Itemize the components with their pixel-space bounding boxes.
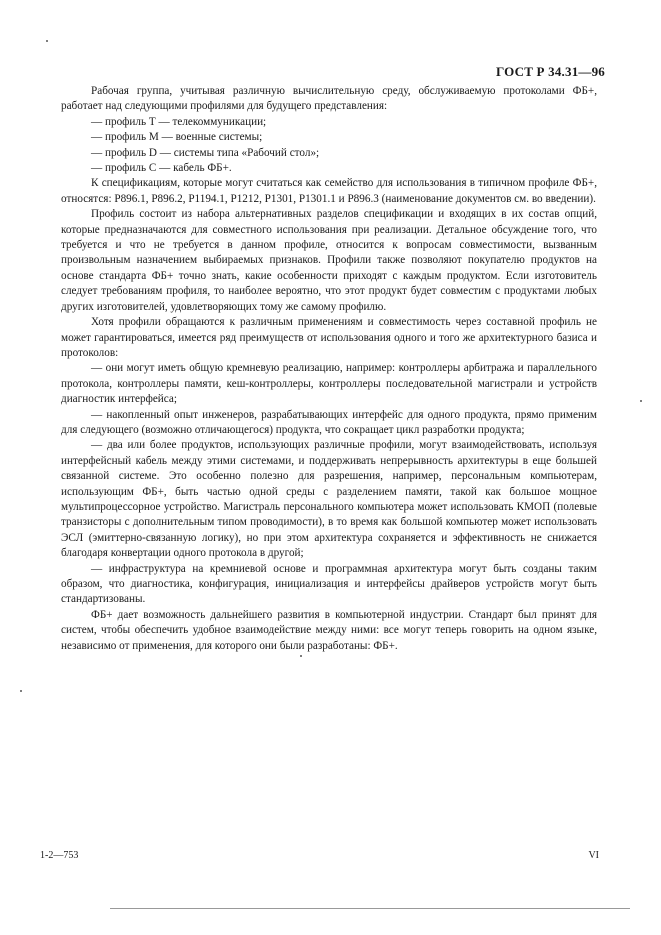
list-item-infrastructure: — инфраструктура на кремниевой основе и программная архитектура могут быть созданы таким образом, что диагностика, конфигурация, инициализация и интерфейсы драйверов устройств могут быть стандартизованы. bbox=[61, 562, 597, 606]
list-item-profile-d: — профиль D — системы типа «Рабочий стол»; bbox=[91, 146, 320, 159]
list-item-profile-m: — профиль М — военные системы; bbox=[91, 131, 263, 144]
paragraph-advantages: Хотя профили обращаются к различным применениям и совместимость через составной профиль не может гарантироваться, имеется ряд преимуществ от использования одного и того же архитектурного базиса и протоколов: bbox=[61, 316, 597, 359]
document-header: ГОСТ Р 34.31—96 bbox=[496, 64, 605, 79]
paragraph-profile-definition: Профиль состоит из набора альтернативных разделов спецификации и входящих в их состав опций, которые предназначаются для совместного использования при реализации. Детальное обсуждение того, что требуется и что не требуется в данном профиле, относится к вопросам совместимости, вызванным произвольным назначением выбираемых признаков. Профили также позволяют покупателю продуктов на основе стандарта ФБ+ точно знать, какие особенности приходят с каждым продуктом. Если изготовитель следует требованиям профиля, то наиболее вероятно, что этот продукт будет совместим с продуктами любых других изготовителей, удовлетворяющих тому же самому профилю. bbox=[61, 208, 597, 313]
page-code: 1-2—753 bbox=[40, 850, 79, 861]
list-item-experience: — накопленный опыт инженеров, разрабатывающих интерфейс для одного продукта, прямо применим для следующего (возможно отличающегося) продукта, что сокращает цикл разработки продукта; bbox=[61, 408, 597, 436]
bottom-scan-rule bbox=[110, 908, 630, 909]
paragraph-specifications: К спецификациям, которые могут считаться как семейство для использования в типичном профиле ФБ+, относятся: P896.1, P896.2, P1194.1, P1212, P1301, P1301.1 и P896.3 (наименование документов см. во введении). bbox=[61, 177, 597, 205]
scan-speck bbox=[46, 40, 48, 42]
scan-speck bbox=[300, 655, 302, 657]
list-item-interoperation: — два или более продуктов, использующих различные профили, могут взаимодействовать, используя интерфейсный кабель между этими системами, и поддерживать непрерывность архитектуры в еще большей связанной системе. Это особенно полезно для разрешения, например, персональным компьютерам, использующим ФБ+, быть частью одной среды с разделением памяти, такой как большое мощное мультипроцессорное устройство. Магистраль персонального компьютера может использовать КМОП (полевые транзисторы с дополнительным типом проводимости), в то время как большой компьютер может использовать ЭСЛ (эмиттерно-связанную логику), но при этом архитектура сохраняется и эффективность не снижается благодаря конвертации одного протокола в другой; bbox=[61, 439, 597, 560]
scan-speck bbox=[640, 400, 642, 402]
document-body bbox=[61, 84, 597, 654]
list-item-silicon: — они могут иметь общую кремневую реализацию, например: контроллеры арбитража и параллельного протокола, контроллеры памяти, кеш-контроллеры, контроллеры последовательной магистрали и устройств диагностик интерфейса; bbox=[61, 362, 597, 406]
page-number: VI bbox=[588, 850, 599, 861]
list-item-profile-c: — профиль С — кабель ФБ+. bbox=[91, 162, 232, 175]
scan-speck bbox=[20, 690, 22, 692]
paragraph-intro: Рабочая группа, учитывая различную вычислительную среду, обслуживаемую протоколами ФБ+, работает над следующими профилями для будущего представления: bbox=[61, 85, 597, 113]
paragraph-conclusion: ФБ+ дает возможность дальнейшего развития в компьютерной индустрии. Стандарт был принят для систем, чтобы обеспечить удобное взаимодействие между ними: все могут теперь говорить на одном языке, независимо от применения, для которого они были разработаны: ФБ+. bbox=[61, 608, 597, 652]
list-item-profile-t: — профиль Т — телекоммуникации; bbox=[91, 115, 267, 128]
